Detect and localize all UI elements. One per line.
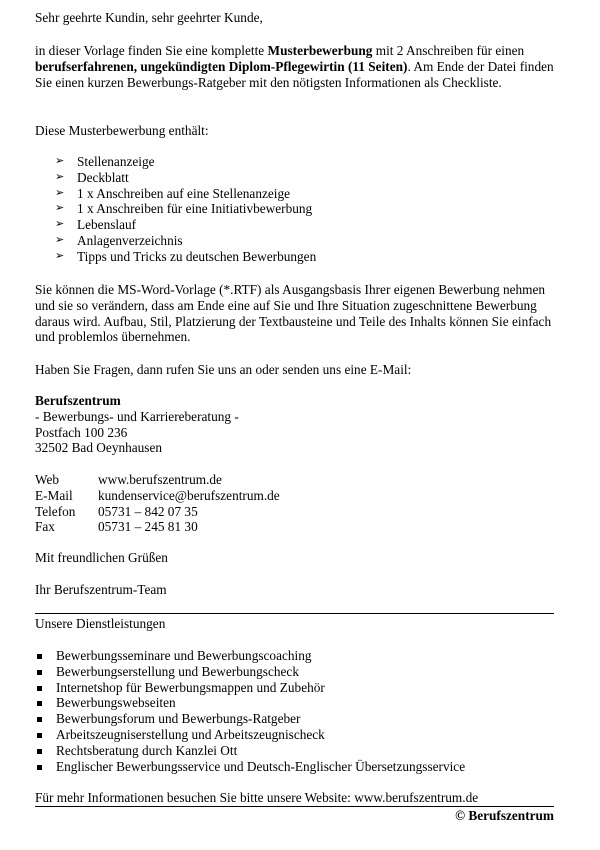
intro-text-1: in dieser Vorlage finden Sie eine komplette <box>35 43 268 58</box>
more-info-line: Für mehr Informationen besuchen Sie bitte unsere Website: www.berufszentrum.de <box>35 790 479 805</box>
intro-text-2: mit 2 Anschreiben für einen <box>372 43 525 58</box>
service-item: Bewerbungserstellung und Bewerbungscheck <box>35 664 554 680</box>
usage-paragraph: Sie können die MS-Word-Vorlage (*.RTF) als Ausgangsbasis Ihrer eigenen Bewerbung nehmen und sie so verändern, dass am Ende eine auf Sie und Ihre Situation zugeschnittene Bewerbung daraus wird. Aufbau, Stil, Platzierung der Textbausteine und Teile des Inhalts können Sie einfach und problemlos übernehmen. <box>35 282 552 345</box>
service-item: Bewerbungsseminare und Bewerbungscoaching <box>35 648 554 664</box>
service-item: Bewerbungswebseiten <box>35 695 554 711</box>
po-box: Postfach 100 236 <box>35 424 128 440</box>
intro-bold-product: Musterbewerbung <box>267 43 373 58</box>
phone-number: 05731 – 842 07 35 <box>98 503 198 519</box>
contents-item: ➢ Anlagenverzeichnis <box>55 232 183 248</box>
contact-row-phone <box>35 504 554 520</box>
service-item: Bewerbungsforum und Bewerbungs-Ratgeber <box>35 711 554 727</box>
contents-item: ➢ Tipps und Tricks zu deutschen Bewerbungen <box>55 248 317 264</box>
contents-list <box>35 154 554 265</box>
services-list <box>35 648 554 774</box>
arrow-bullet-icon: ➢ <box>55 233 65 246</box>
contact-block <box>35 472 554 535</box>
contact-label: Fax <box>35 519 55 535</box>
intro-paragraph <box>35 43 554 90</box>
contact-label: E-Mail <box>35 487 73 503</box>
closing: Mit freundlichen Grüßen <box>35 550 168 565</box>
signature: Ihr Berufszentrum-Team <box>35 582 167 597</box>
arrow-bullet-icon: ➢ <box>55 249 65 262</box>
square-bullet-icon <box>37 765 42 770</box>
section-divider <box>35 613 554 614</box>
square-bullet-icon <box>37 749 42 754</box>
contents-item: ➢ Stellenanzeige <box>55 154 155 169</box>
company-name: Berufszentrum <box>35 393 121 408</box>
service-item: Internetshop für Bewerbungsmappen und Zubehör <box>35 680 554 696</box>
email-link[interactable]: kundenservice@berufszentrum.de <box>98 487 280 503</box>
contact-row-web <box>35 472 554 488</box>
questions-paragraph: Haben Sie Fragen, dann rufen Sie uns an oder senden uns eine E-Mail: <box>35 362 412 377</box>
contents-item: ➢ Deckblatt <box>55 169 129 185</box>
square-bullet-icon <box>37 654 42 659</box>
contact-label: Telefon <box>35 503 76 519</box>
contents-item: ➢ 1 x Anschreiben für eine Initiativbewerbung <box>55 201 313 217</box>
intro-bold-target: berufserfahrenen, ungekündigten Diplom-Pflegewirtin (11 Seiten) <box>35 58 408 74</box>
contents-item: ➢ 1 x Anschreiben auf eine Stellenanzeige <box>55 185 291 201</box>
company-tagline: - Bewerbungs- und Karriereberatung - <box>35 408 239 424</box>
intro-text-3: . Am Ende der Datei finden Sie einen kurzen Bewerbungs-Ratgeber mit den nötigsten Informationen als Checkliste. <box>35 58 554 90</box>
service-item: Arbeitszeugniserstellung und Arbeitszeugnischeck <box>35 727 554 743</box>
footer-divider <box>35 806 554 807</box>
services-heading: Unsere Dienstleistungen <box>35 616 166 631</box>
square-bullet-icon <box>37 670 42 675</box>
arrow-bullet-icon: ➢ <box>55 155 65 167</box>
service-item: Englischer Bewerbungsservice und Deutsch-Englischer Übersetzungsservice <box>35 759 554 775</box>
square-bullet-icon <box>37 733 42 738</box>
contact-row-email <box>35 488 554 504</box>
copyright: © Berufszentrum <box>455 808 554 823</box>
contents-heading: Diese Musterbewerbung enthält: <box>35 123 209 138</box>
contents-item: ➢ Lebenslauf <box>55 217 137 233</box>
arrow-bullet-icon: ➢ <box>55 170 65 183</box>
contact-label: Web <box>35 472 60 487</box>
square-bullet-icon <box>37 717 42 722</box>
contact-row-fax <box>35 519 554 535</box>
website-link[interactable]: www.berufszentrum.de <box>98 472 222 487</box>
square-bullet-icon <box>37 701 42 706</box>
greeting: Sehr geehrte Kundin, sehr geehrter Kunde, <box>35 10 263 25</box>
arrow-bullet-icon: ➢ <box>55 218 65 231</box>
arrow-bullet-icon: ➢ <box>55 186 65 199</box>
fax-number: 05731 – 245 81 30 <box>98 519 198 535</box>
city-line: 32502 Bad Oeynhausen <box>35 440 163 456</box>
square-bullet-icon <box>37 686 42 691</box>
arrow-bullet-icon: ➢ <box>55 202 65 215</box>
service-item: Rechtsberatung durch Kanzlei Ott <box>35 743 554 759</box>
address-block <box>35 393 554 456</box>
